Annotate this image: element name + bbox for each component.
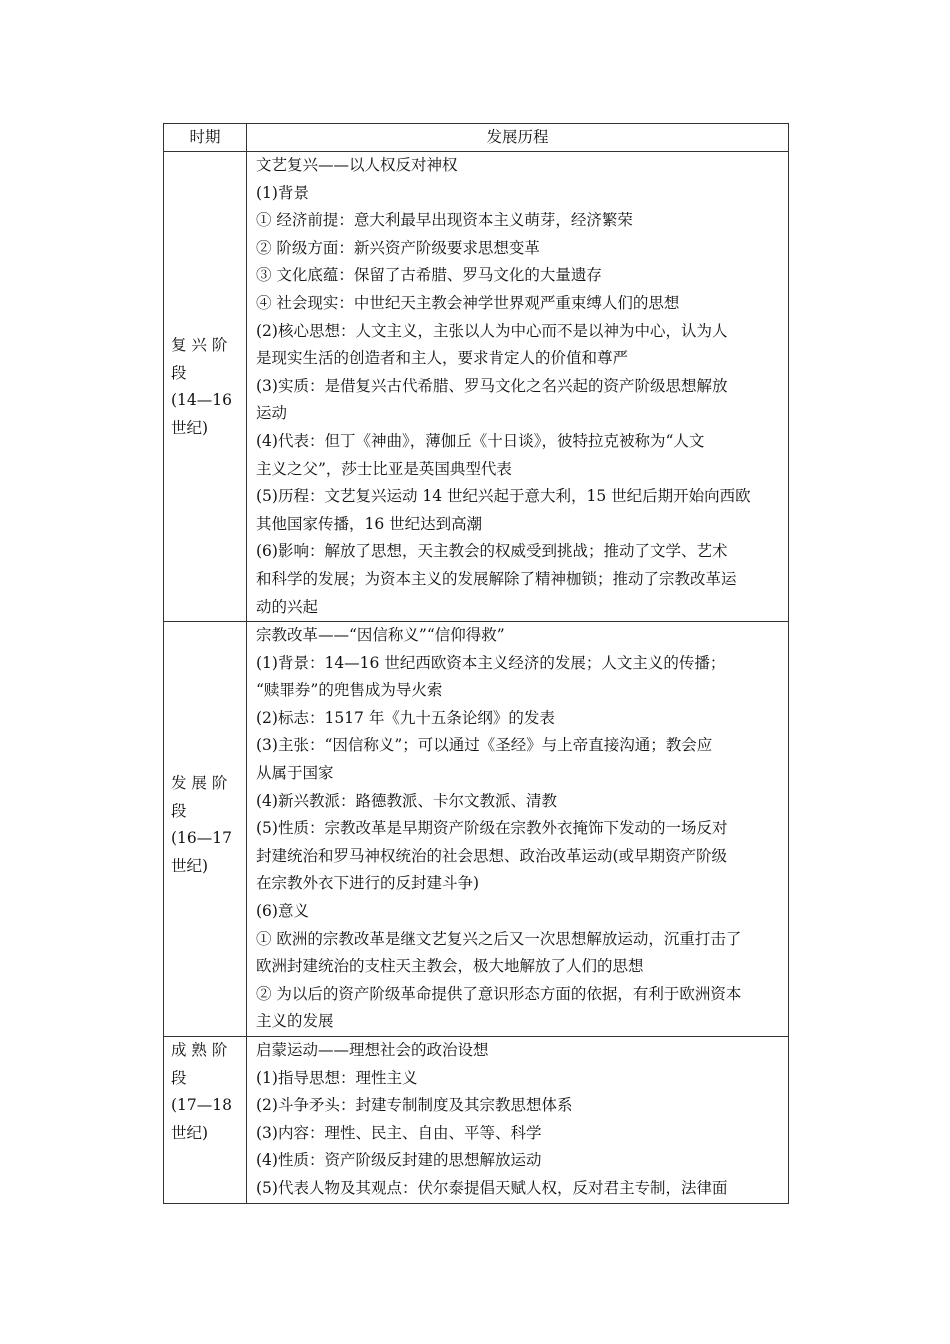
section-title: 文艺复兴——以人权反对神权 [256, 156, 458, 174]
content-line: ① 欧洲的宗教改革是继文艺复兴之后又一次思想解放运动，沉重打击了 [256, 929, 742, 948]
content-line: 其他国家传播，16 世纪达到高潮 [256, 514, 483, 533]
period-label-line: 世纪) [171, 1123, 209, 1142]
content-line: (4)代表：但丁《神曲》，薄伽丘《十日谈》，彼特拉克被称为“人文 [256, 431, 705, 450]
period-label-line: 世纪) [171, 418, 209, 437]
content-line: (2)斗争矛头：封建专制制度及其宗教思想体系 [256, 1096, 573, 1115]
content-line: 动的兴起 [256, 597, 319, 616]
history-cell [247, 622, 789, 1037]
content-line: ③ 文化底蕴：保留了古希腊、罗马文化的大量遗存 [256, 266, 602, 285]
content-line: (1)指导思想：理性主义 [256, 1068, 418, 1087]
period-cell [164, 1037, 247, 1204]
content-line: (3)主张：“因信称义”；可以通过《圣经》与上帝直接沟通；教会应 [256, 736, 713, 755]
content-line: (4)性质：资产阶级反封建的思想解放运动 [256, 1151, 542, 1170]
content-line: 运动 [256, 404, 288, 423]
content-line: (3)内容：理性、民主、自由、平等、科学 [256, 1123, 542, 1142]
content-line: ④ 社会现实：中世纪天主教会神学世界观严重束缚人们的思想 [256, 293, 680, 312]
period-label-line: (16—17 [171, 829, 232, 848]
content-line: “赎罪券”的兜售成为导火索 [256, 681, 443, 700]
content-line: ② 阶级方面：新兴资产阶级要求思想变革 [256, 238, 540, 257]
content-line: (6)意义 [256, 902, 309, 921]
history-cell [247, 152, 789, 622]
period-label-line: 段 [171, 1068, 187, 1087]
content-line: (5)性质：宗教改革是早期资产阶级在宗教外衣掩饰下发动的一场反对 [256, 819, 728, 838]
period-label-line: 成 熟 阶 [171, 1041, 228, 1059]
content-line: (3)实质：是借复兴古代希腊、罗马文化之名兴起的资产阶级思想解放 [256, 376, 728, 395]
table-row-reformation [164, 622, 789, 1037]
content-line: 封建统治和罗马神权统治的社会思想、政治改革运动(或早期资产阶级 [256, 846, 728, 865]
content-line: 在宗教外衣下进行的反封建斗争) [256, 874, 480, 893]
content-line: 主义之父”，莎士比亚是英国典型代表 [256, 459, 512, 478]
content-line: ② 为以后的资产阶级革命提供了意识形态方面的依据，有利于欧洲资本 [256, 984, 742, 1003]
content-line: (5)历程：文艺复兴运动 14 世纪兴起于意大利，15 世纪后期开始向西欧 [256, 487, 751, 506]
content-line: (1)背景 [256, 183, 309, 202]
section-title: 启蒙运动——理想社会的政治设想 [256, 1041, 489, 1059]
period-label-line: 发 展 阶 [171, 774, 228, 793]
content-line: ① 经济前提：意大利最早出现资本主义萌芽，经济繁荣 [256, 211, 633, 230]
header-period: 时期 [164, 124, 247, 152]
history-table [163, 123, 789, 1204]
content-line: (6)影响：解放了思想，天主教会的权威受到挑战；推动了文学、艺术 [256, 542, 728, 561]
table-row-enlightenment [164, 1037, 789, 1204]
content-line: 从属于国家 [256, 764, 334, 783]
document-page [163, 123, 788, 1204]
period-label-line: 世纪) [171, 856, 209, 875]
content-line: 主义的发展 [256, 1012, 334, 1031]
table-header-row [164, 124, 789, 152]
header-history: 发展历程 [247, 124, 789, 152]
period-cell [164, 622, 247, 1037]
content-line: 是现实生活的创造者和主人，要求肯定人的价值和尊严 [256, 349, 629, 368]
content-line: (2)标志：1517 年《九十五条论纲》的发表 [256, 708, 555, 727]
period-label-line: 段 [171, 363, 187, 382]
period-label-line: 段 [171, 801, 187, 820]
history-cell [247, 1037, 789, 1204]
content-line: 和科学的发展；为资本主义的发展解除了精神枷锁；推动了宗教改革运 [256, 569, 737, 588]
content-line: 欧洲封建统治的支柱天主教会，极大地解放了人们的思想 [256, 957, 644, 976]
table-row-renaissance [164, 152, 789, 622]
content-line: (4)新兴教派：路德教派、卡尔文教派、清教 [256, 791, 557, 810]
section-title: 宗教改革——“因信称义”“信仰得救” [256, 626, 505, 645]
period-label-line: (17—18 [171, 1096, 232, 1115]
content-line: (1)背景：14—16 世纪西欧资本主义经济的发展；人文主义的传播； [256, 653, 726, 672]
content-line: (2)核心思想：人文主义，主张以人为中心而不是以神为中心，认为人 [256, 321, 728, 340]
period-label-line: (14—16 [171, 391, 232, 410]
period-label-line: 复 兴 阶 [171, 336, 228, 354]
period-cell [164, 152, 247, 622]
content-line: (5)代表人物及其观点：伏尔泰提倡天赋人权，反对君主专制，法律面 [256, 1178, 728, 1197]
